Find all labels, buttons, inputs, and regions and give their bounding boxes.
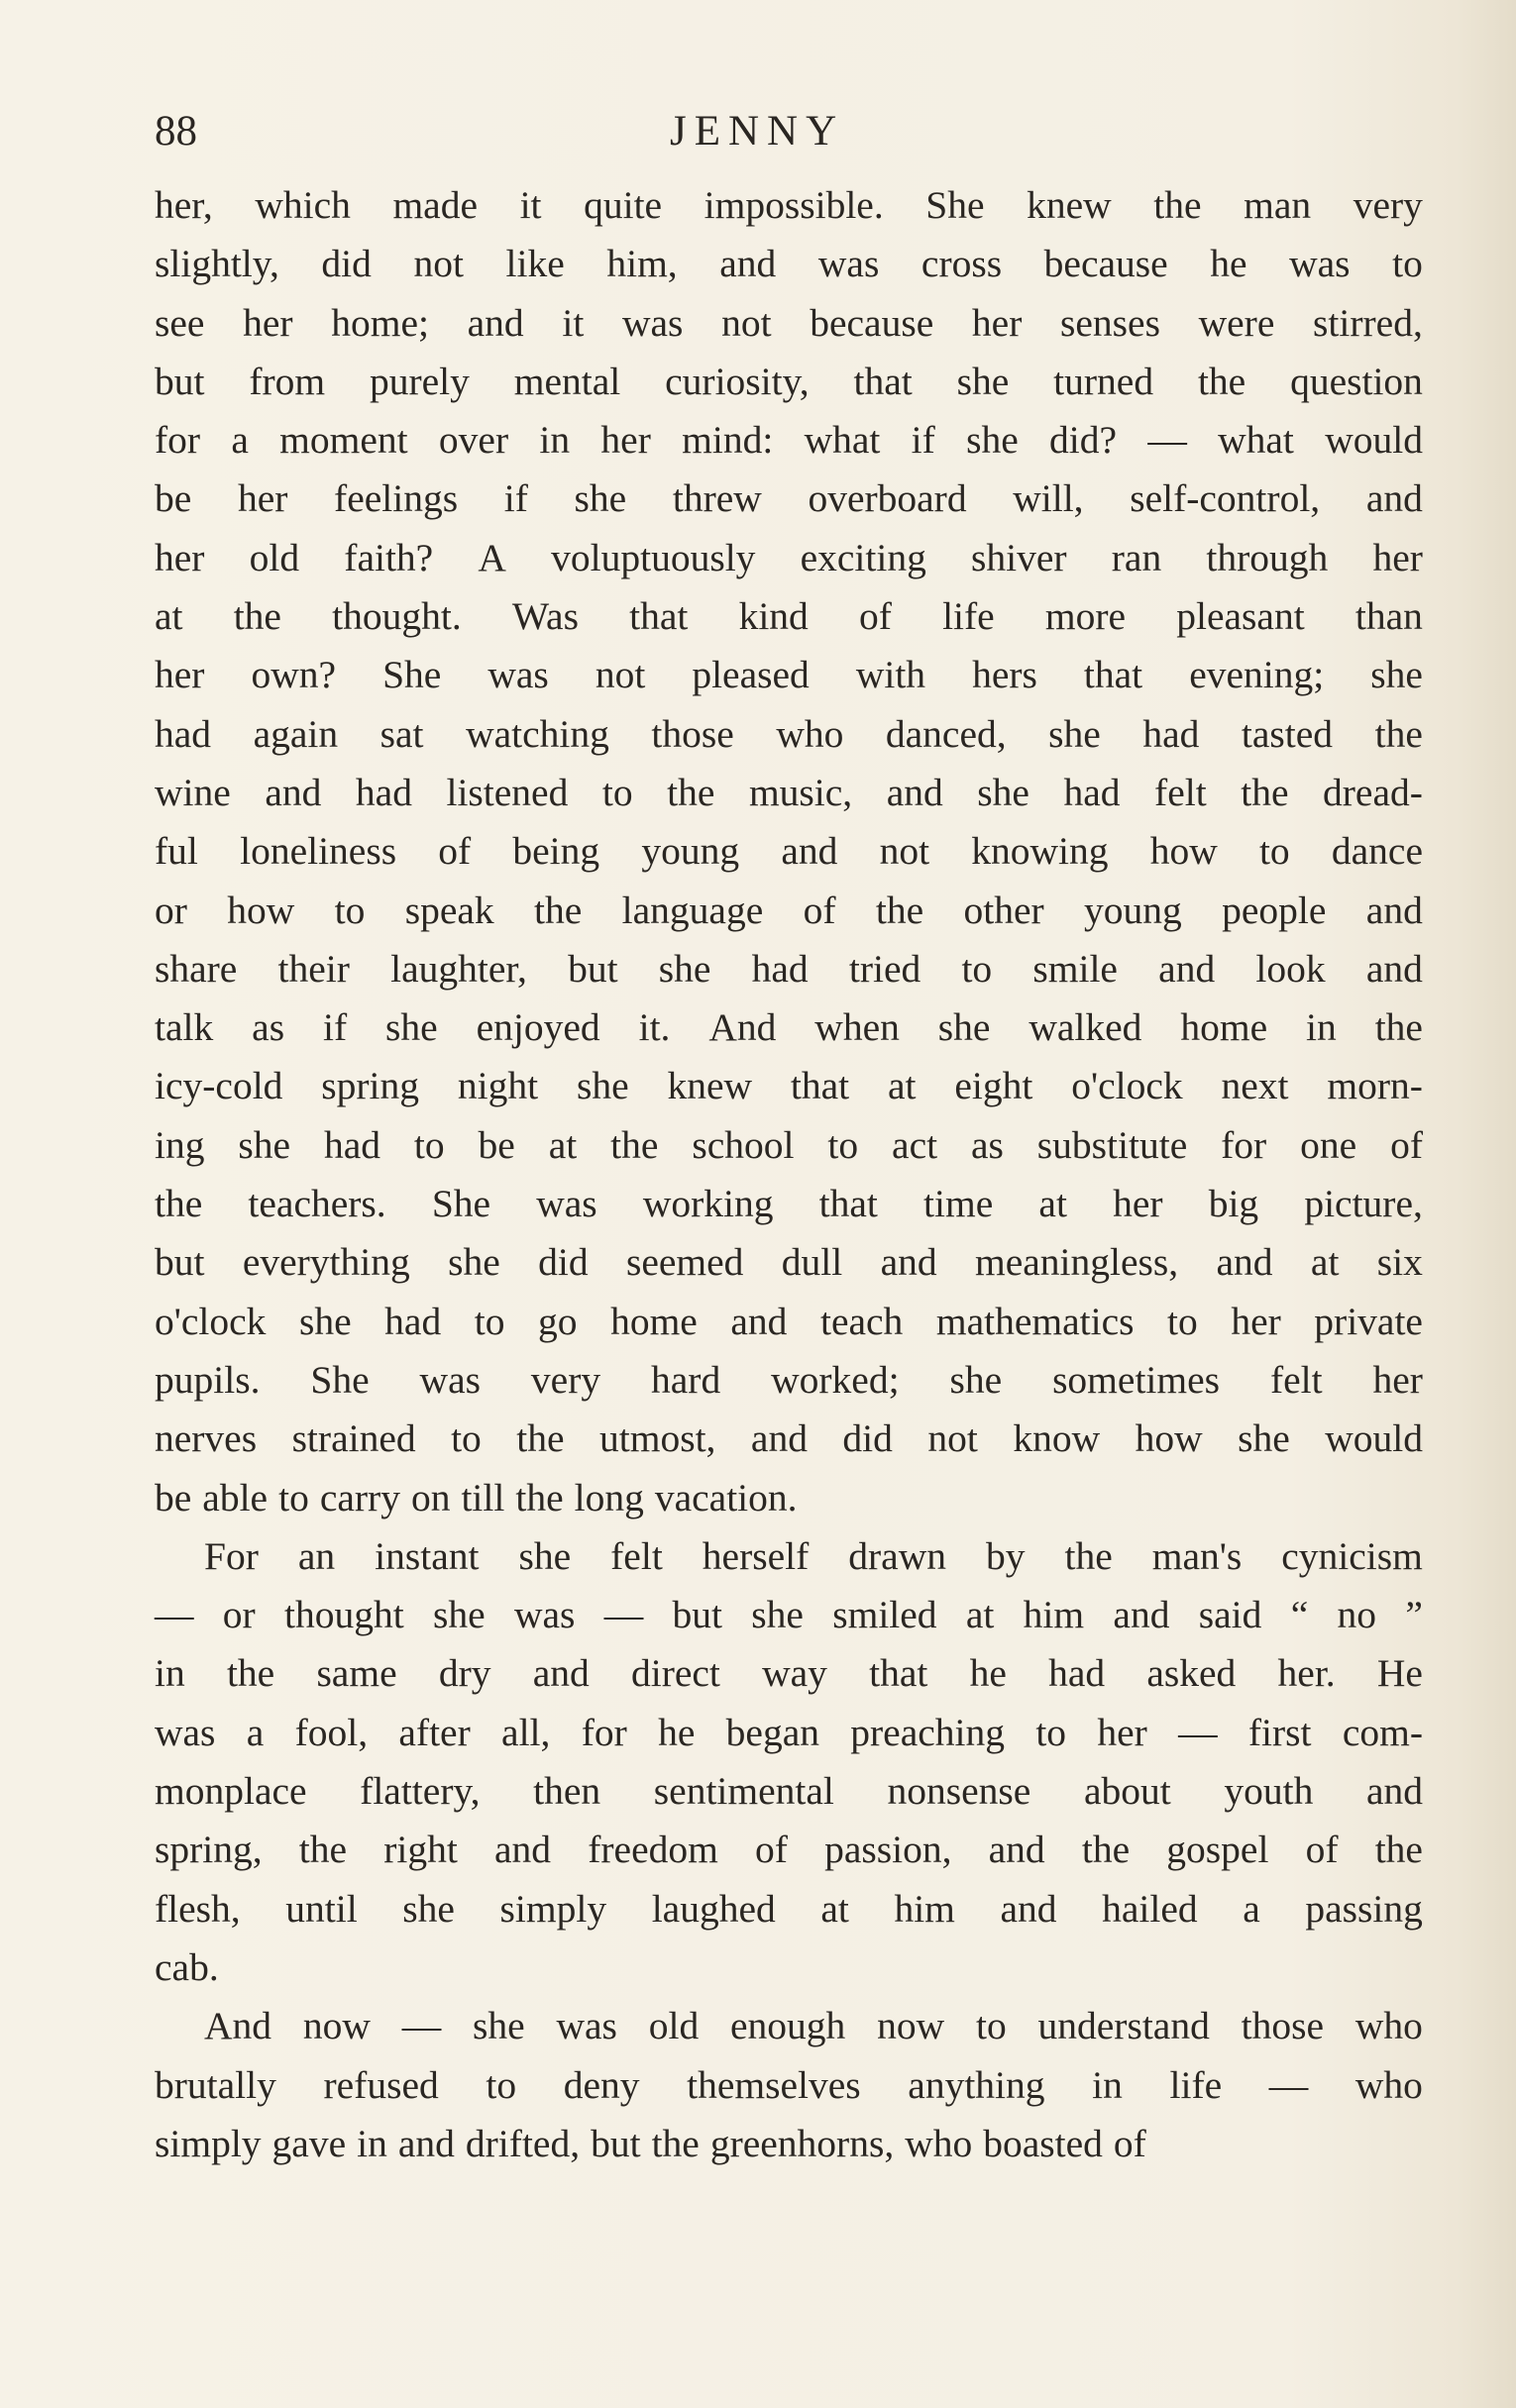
text-line: talk as if she enjoyed it. And when she walked home in the — [155, 1005, 1423, 1050]
text-line: but everything she did seemed dull and meaningless, and at six — [155, 1240, 1423, 1285]
text-line: be her feelings if she threw overboard will, self-control, and — [155, 476, 1423, 521]
text-line: And now — she was old enough now to understand those who — [204, 2004, 1423, 2048]
running-title: JENNY — [670, 108, 845, 155]
text-line: share their laughter, but she had tried to smile and look and — [155, 946, 1423, 991]
text-line: o'clock she had to go home and teach mathematics to her private — [155, 1299, 1423, 1343]
text-line: be able to carry on till the long vacation. — [155, 1475, 798, 1519]
text-line: her old faith? A voluptuously exciting shiver ran through her — [155, 535, 1423, 579]
text-line: see her home; and it was not because her senses were stirred, — [155, 300, 1423, 345]
text-line: brutally refused to deny themselves anything in life — who — [155, 2062, 1423, 2107]
body-text — [155, 176, 1423, 2173]
running-head — [155, 107, 1423, 162]
text-line: spring, the right and freedom of passion, and the gospel of the — [155, 1828, 1423, 1872]
text-line: ful loneliness of being young and not knowing how to dance — [155, 829, 1423, 874]
text-line: the teachers. She was working that time at her big picture, — [155, 1182, 1423, 1226]
text-line: wine and had listened to the music, and she had felt the dread- — [155, 770, 1423, 814]
paragraph — [155, 1997, 1423, 2173]
text-line: at the thought. Was that kind of life more pleasant than — [155, 594, 1423, 639]
text-line: — or thought she was — but she smiled at him and said “ no ” — [155, 1593, 1423, 1637]
text-line: in the same dry and direct way that he had asked her. He — [155, 1651, 1423, 1696]
text-line: simply gave in and drifted, but the greenhorns, who boasted of — [155, 2121, 1146, 2165]
paragraph — [155, 176, 1423, 1527]
paragraph — [155, 1527, 1423, 1997]
text-line: icy-cold spring night she knew that at eight o'clock next morn- — [155, 1064, 1423, 1108]
text-line: had again sat watching those who danced, she had tasted the — [155, 711, 1423, 756]
text-line: for a moment over in her mind: what if she did? — what would — [155, 418, 1423, 463]
text-line: nerves strained to the utmost, and did not know how she would — [155, 1416, 1423, 1461]
text-line: her own? She was not pleased with hers that evening; she — [155, 653, 1423, 697]
text-line: was a fool, after all, for he began preaching to her — first com- — [155, 1710, 1423, 1754]
text-line: or how to speak the language of the other young people and — [155, 888, 1423, 932]
text-line: but from purely mental curiosity, that she turned the question — [155, 359, 1423, 403]
text-line: For an instant she felt herself drawn by the man's cynicism — [204, 1533, 1423, 1578]
text-line: her, which made it quite impossible. She knew the man very — [155, 183, 1423, 227]
page-number: 88 — [155, 108, 197, 155]
text-line: slightly, did not like him, and was cross because he was to — [155, 242, 1423, 286]
text-line: monplace flattery, then sentimental nonsense about youth and — [155, 1769, 1423, 1814]
text-line: ing she had to be at the school to act as substitute for one of — [155, 1122, 1423, 1167]
text-line: cab. — [155, 1944, 219, 1989]
text-line: flesh, until she simply laughed at him and hailed a passing — [155, 1886, 1423, 1931]
text-line: pupils. She was very hard worked; she sometimes felt her — [155, 1357, 1423, 1402]
